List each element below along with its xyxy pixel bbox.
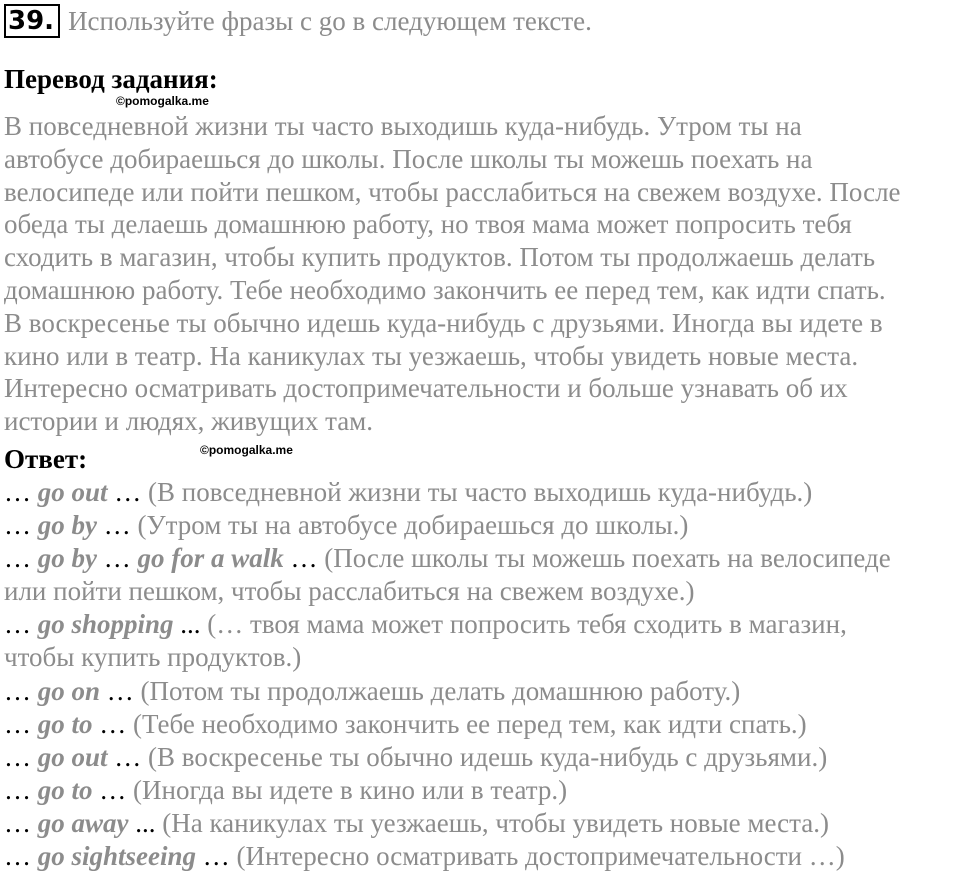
go-phrase: go for a walk	[137, 543, 284, 574]
translation-line: автобусе добираешься до школы. После школы ты можешь поехать на	[4, 143, 813, 174]
answer-line: … go out … (В повседневной жизни ты часто выходишь куда-нибудь.)	[4, 477, 813, 507]
answer-list	[4, 476, 960, 873]
answer-line: или пойти пешком, чтобы расслабиться на свежем воздухе.)	[4, 576, 695, 607]
answer-line: … go shopping ... (… твоя мама может попросить тебя сходить в магазин,	[4, 609, 847, 640]
go-phrase: go to	[37, 774, 93, 805]
go-phrase: go by	[37, 510, 97, 541]
answer-line: … go to … (Тебе необходимо закончить ее перед тем, как идти спать.)	[4, 708, 807, 739]
go-phrase: go out	[37, 741, 108, 772]
translation-line: Интересно осматривать достопримечательности и больше узнавать об их	[4, 373, 848, 404]
answer-line: … go sightseeing … (Интересно осматривать достопримечательности …)	[4, 841, 845, 872]
go-phrase: go away	[37, 807, 129, 838]
task-header	[4, 4, 592, 40]
answer-line: чтобы купить продуктов.)	[4, 642, 302, 673]
task-instruction: Используйте фразы с go в следующем тексте.	[68, 5, 592, 36]
translation-heading: Перевод задания:	[4, 64, 218, 94]
translation-line: В воскресенье ты обычно идешь куда-нибудь с друзьями. Иногда вы идете в	[4, 307, 883, 338]
go-phrase: go shopping	[37, 609, 174, 640]
answer-line: … go by … go for a walk … (После школы ты можешь поехать на велосипеде	[4, 543, 891, 574]
translation-line: домашнюю работу. Тебе необходимо закончить ее перед тем, как идти спать.	[4, 274, 886, 305]
translation-line: кино или в театр. На каникулах ты уезжаешь, чтобы увидеть новые места.	[4, 340, 859, 371]
go-phrase: go by	[37, 543, 97, 574]
translation-line: велосипеде или пойти пешком, чтобы расслабиться на свежем воздухе. После	[4, 176, 901, 207]
watermark-bottom: ©pomogalka.me	[200, 443, 293, 457]
go-phrase: go to	[37, 708, 93, 739]
translation-line: обеда ты делаешь домашнюю работу, но твоя мама может попросить тебя	[4, 209, 852, 240]
answer-line: … go away ... (На каникулах ты уезжаешь, чтобы увидеть новые места.)	[4, 807, 829, 838]
translation-line: сходить в магазин, чтобы купить продуктов. Потом ты продолжаешь делать	[4, 242, 876, 273]
go-phrase: go on	[37, 675, 101, 706]
answer-line: … go on … (Потом ты продолжаешь делать домашнюю работу.)	[4, 675, 741, 706]
translation-text	[4, 110, 960, 438]
go-phrase: go out	[37, 477, 108, 507]
answer-line: … go out … (В воскресенье ты обычно идешь куда-нибудь с друзьями.)	[4, 741, 828, 772]
task-number: 39.	[4, 4, 60, 38]
translation-line: В повседневной жизни ты часто выходишь куда-нибудь. Утром ты на	[4, 111, 802, 141]
translation-line: истории и людях, живущих там.	[4, 406, 374, 437]
go-phrase: go sightseeing	[37, 841, 197, 872]
answer-heading: Ответ:	[4, 444, 88, 474]
watermark-top: ©pomogalka.me	[116, 94, 209, 108]
answer-line: … go by … (Утром ты на автобусе добираешься до школы.)	[4, 510, 689, 541]
answer-line: … go to … (Иногда вы идете в кино или в театр.)	[4, 774, 568, 805]
